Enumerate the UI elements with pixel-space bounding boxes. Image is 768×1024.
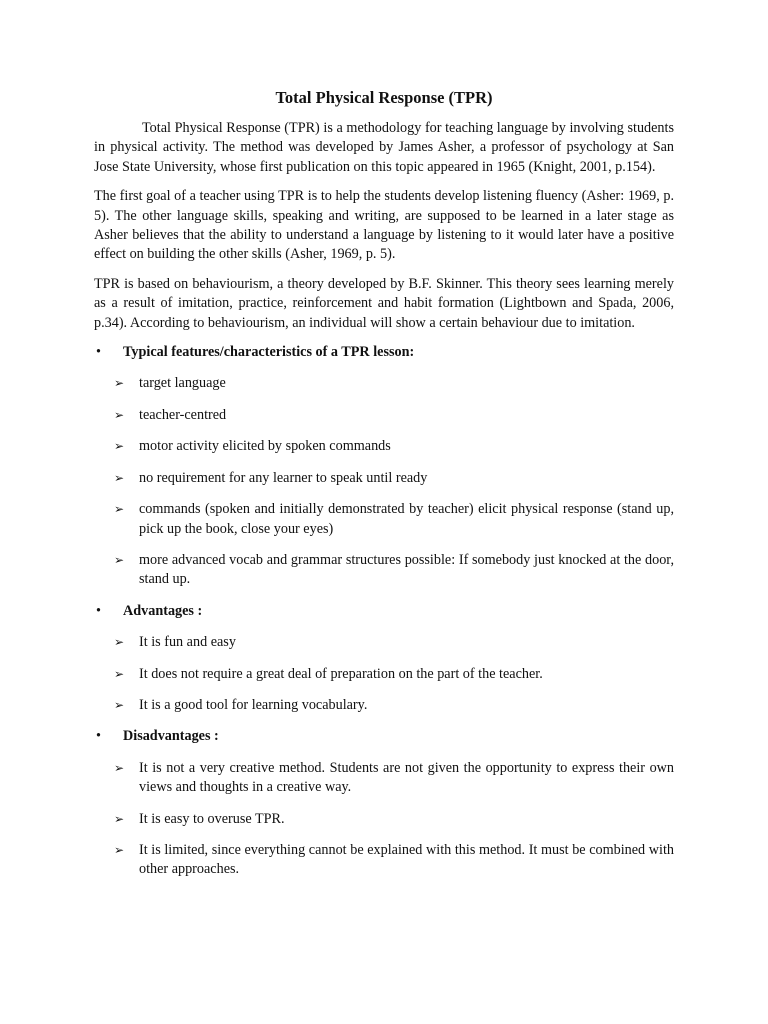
list-item-text: It is easy to overuse TPR. — [139, 810, 285, 827]
arrow-bullet-icon: ➢ — [114, 842, 125, 857]
list-item — [114, 759, 674, 798]
list-item — [114, 551, 674, 590]
bullet-icon: • — [96, 602, 101, 619]
features-heading: Typical features/characteristics of a TPR lesson: — [123, 344, 415, 361]
list-item-text: It is a good tool for learning vocabulary. — [139, 696, 368, 713]
list-item — [114, 810, 674, 829]
list-item — [114, 696, 674, 715]
list-item-text: It is fun and easy — [139, 634, 236, 651]
arrow-bullet-icon: ➢ — [114, 552, 125, 567]
arrow-bullet-icon: ➢ — [114, 376, 125, 391]
features-section — [94, 343, 674, 590]
list-item-text: commands (spoken and initially demonstrated by teacher) elicit physical response (stand up, pick up the book, close your eyes) — [139, 501, 674, 537]
disadvantages-section — [94, 727, 674, 879]
disadvantages-heading-row — [94, 727, 674, 746]
document-title: Total Physical Response (TPR) — [275, 88, 493, 107]
arrow-bullet-icon: ➢ — [114, 407, 125, 422]
disadvantages-heading: Disadvantages : — [123, 728, 219, 745]
list-item-text: target language — [139, 375, 226, 392]
list-item — [114, 500, 674, 539]
list-item-text: no requirement for any learner to speak until ready — [139, 469, 428, 486]
list-item — [114, 406, 674, 425]
behaviourism-paragraph: TPR is based on behaviourism, a theory developed by B.F. Skinner. This theory sees learning merely as a result of imitation, practice, reinforcement and habit formation (Lightbown and Spada, 2006, p.34). According to behaviourism, an individual will show a certain behaviour due to imitation. — [94, 275, 674, 331]
arrow-bullet-icon: ➢ — [114, 439, 125, 454]
list-item-text: more advanced vocab and grammar structures possible: If somebody just knocked at the door, stand up. — [139, 551, 674, 588]
list-item-text: It is limited, since everything cannot be explained with this method. It must be combined with other approaches. — [139, 841, 674, 878]
arrow-bullet-icon: ➢ — [114, 666, 125, 681]
list-item — [114, 374, 674, 393]
goal-paragraph: The first goal of a teacher using TPR is to help the students develop listening fluency (Asher: 1969, p. 5). The other language skills, speaking and writing, are supposed to be learned in a later stage as Asher believes that the ability to understand a language by listening to it would later have a positive effect on building the other skills (Asher, 1969, p. 5). — [94, 188, 674, 263]
arrow-bullet-icon: ➢ — [114, 697, 125, 712]
list-item-text: It is not a very creative method. Students are not given the opportunity to express their own views and thoughts in a creative way. — [139, 759, 674, 796]
document-page — [94, 88, 674, 892]
list-item — [114, 841, 674, 880]
list-item-text: It does not require a great deal of preparation on the part of the teacher. — [139, 665, 543, 682]
bullet-icon: • — [96, 344, 101, 361]
list-item — [114, 469, 674, 488]
advantages-heading-row — [94, 602, 674, 621]
arrow-bullet-icon: ➢ — [114, 811, 125, 826]
list-item — [114, 665, 674, 684]
arrow-bullet-icon: ➢ — [114, 760, 125, 775]
advantages-section — [94, 602, 674, 716]
intro-paragraph: Total Physical Response (TPR) is a methodology for teaching language by involving students in physical activity. The method was developed by James Asher, a professor of psychology at San Jose State University, whose first publication on this topic appeared in 1965 (Knight, 2001, p.154). — [94, 120, 674, 175]
arrow-bullet-icon: ➢ — [114, 635, 125, 650]
list-item — [114, 633, 674, 652]
advantages-heading: Advantages : — [123, 602, 203, 619]
bullet-icon: • — [96, 728, 101, 745]
list-item-text: motor activity elicited by spoken commands — [139, 438, 391, 455]
arrow-bullet-icon: ➢ — [114, 470, 125, 485]
features-heading-row — [94, 343, 674, 362]
arrow-bullet-icon: ➢ — [114, 502, 125, 517]
list-item — [114, 437, 674, 456]
list-item-text: teacher-centred — [139, 406, 227, 423]
